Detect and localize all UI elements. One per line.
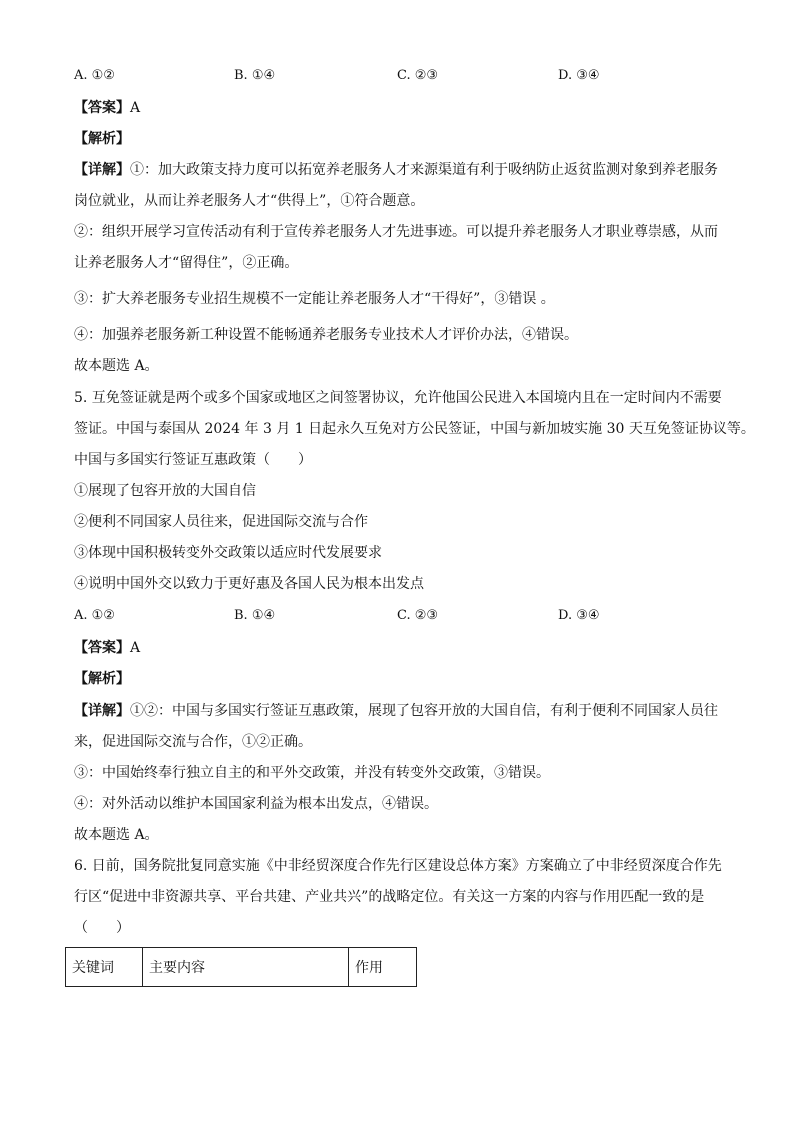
- q5-stem: 5. 互免签证就是两个或多个国家或地区之间签署协议，允许他国公民进入本国境内且在一定时间内不需要: [74, 390, 722, 406]
- answer-value: A: [130, 100, 141, 116]
- q5-option-b: B. ①④: [234, 608, 276, 623]
- q5-option-a: A. ①②: [74, 608, 115, 623]
- q4-analysis-tag: 【解析】: [74, 131, 130, 147]
- answer-tag: 【答案】: [74, 100, 130, 116]
- table-header-cell: 关键词: [66, 948, 143, 987]
- q5-detail-line: 来，促进国际交流与合作，①②正确。: [74, 734, 312, 750]
- q4-option-d: D. ③④: [558, 68, 600, 83]
- q5-detail-line: ③：中国始终奉行独立自主的和平外交政策，并没有转变外交政策，③错误。: [74, 765, 550, 781]
- detail-text: ①：加大政策支持力度可以拓宽养老服务人才来源渠道有利于吸纳防止返贫监测对象到养老服务: [130, 162, 718, 178]
- q6-stem: （ ）: [74, 920, 130, 936]
- q5-option-c: C. ②③: [397, 608, 439, 623]
- q4-detail-line: [74, 160, 718, 180]
- q4-detail-line: ④：加强养老服务新工种设置不能畅通养老服务专业技术人才评价办法，④错误。: [74, 327, 578, 343]
- q4-detail-line: 让养老服务人才“留得住”，②正确。: [74, 255, 299, 271]
- q4-option-c: C. ②③: [397, 68, 439, 83]
- detail-tag: 【详解】: [74, 703, 130, 719]
- q4-detail-line: ②：组织开展学习宣传活动有利于宣传养老服务人才先进事迹。可以提升养老服务人才职业尊崇感，从而: [74, 224, 718, 240]
- q5-detail-line: [74, 701, 718, 721]
- q6-stem: 行区“促进中非资源共享、平台共建、产业共兴”的战略定位。有关这一方案的内容与作用匹配一致的是: [74, 889, 705, 905]
- q4-conclusion: 故本题选 A。: [74, 358, 159, 374]
- q4-answer: [74, 98, 140, 118]
- q5-stem: 签证。中国与泰国从 2024 年 3 月 1 日起永久互免对方公民签证，中国与新加坡实施 30 天互免签证协议等。: [74, 421, 755, 437]
- q5-statement: ④说明中国外交以致力于更好惠及各国人民为根本出发点: [74, 576, 424, 592]
- q5-statement: ②便利不同国家人员往来，促进国际交流与合作: [74, 514, 368, 530]
- table-header-row: [66, 948, 417, 987]
- q5-statement: ①展现了包容开放的大国自信: [74, 483, 256, 499]
- q6-stem: 6. 日前，国务院批复同意实施《中非经贸深度合作先行区建设总体方案》方案确立了中非经贸深度合作先: [74, 858, 722, 874]
- table-header-cell: 主要内容: [143, 948, 349, 987]
- q5-analysis-tag: 【解析】: [74, 671, 130, 687]
- q5-stem: 中国与多国实行签证互惠政策（ ）: [74, 452, 312, 468]
- q5-detail-line: ④：对外活动以维护本国国家利益为根本出发点，④错误。: [74, 796, 438, 812]
- table-header-cell: 作用: [349, 948, 417, 987]
- q5-conclusion: 故本题选 A。: [74, 827, 159, 843]
- q4-option-b: B. ①④: [234, 68, 276, 83]
- answer-value: A: [130, 640, 141, 656]
- q4-option-a: A. ①②: [74, 68, 115, 83]
- q4-detail-line: 岗位就业，从而让养老服务人才“供得上”，①符合题意。: [74, 193, 425, 209]
- answer-tag: 【答案】: [74, 640, 130, 656]
- q6-table: [65, 947, 417, 987]
- detail-text: ①②：中国与多国实行签证互惠政策，展现了包容开放的大国自信，有利于便利不同国家人员往: [130, 703, 718, 719]
- q5-statement: ③体现中国积极转变外交政策以适应时代发展要求: [74, 545, 382, 561]
- q5-answer: [74, 638, 140, 658]
- q4-detail-line: ③：扩大养老服务专业招生规模不一定能让养老服务人才“干得好”，③错误 。: [74, 291, 555, 307]
- detail-tag: 【详解】: [74, 162, 130, 178]
- q5-option-d: D. ③④: [558, 608, 600, 623]
